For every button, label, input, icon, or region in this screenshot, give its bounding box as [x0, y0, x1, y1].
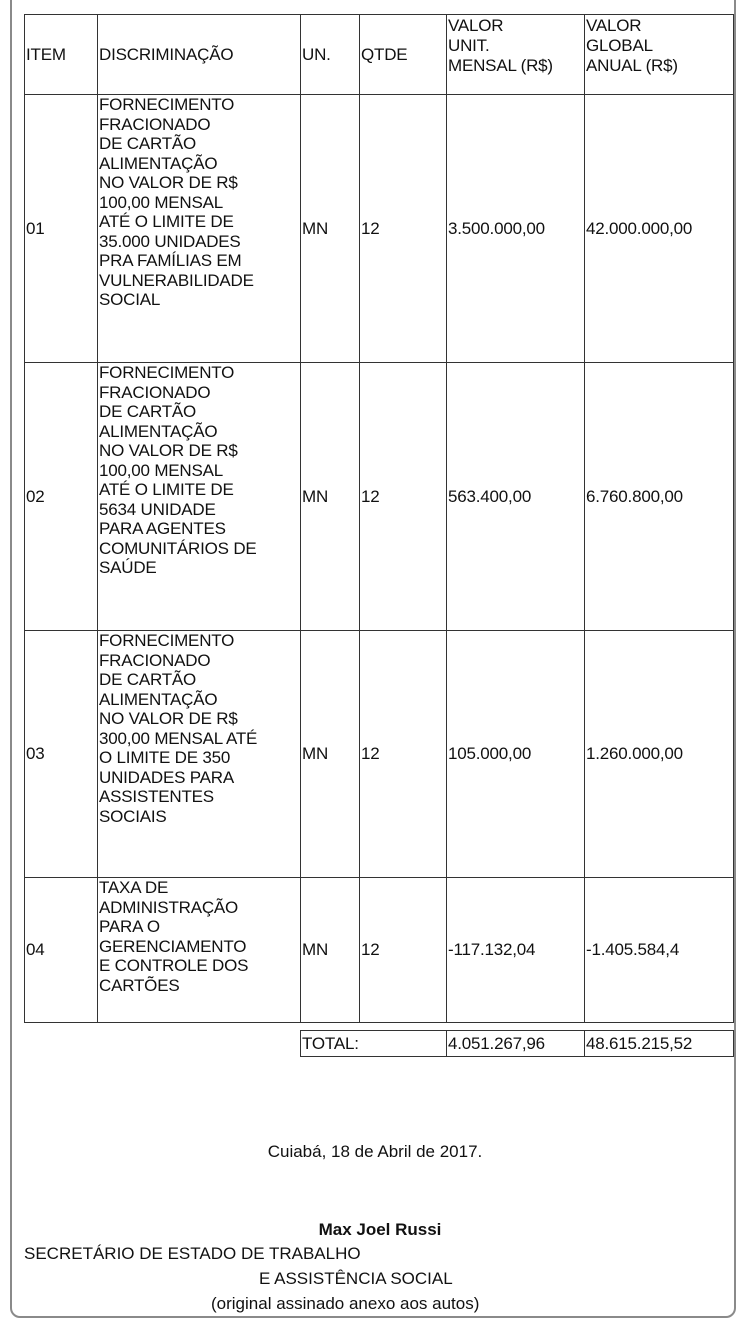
- signer-title-line-1: SECRETÁRIO DE ESTADO DE TRABALHO: [24, 1244, 361, 1263]
- description-line: FRACIONADO: [99, 382, 211, 402]
- row-04-valor-global: [584, 877, 734, 1023]
- description-line: DE CARTÃO: [99, 134, 197, 153]
- row-04-discriminacao: [97, 877, 301, 1023]
- row-02-un: [300, 362, 360, 631]
- total-valor-global-cell: [584, 1030, 734, 1057]
- row-04-qtde: [359, 877, 447, 1023]
- header-valor-global-line: GLOBAL: [586, 36, 653, 55]
- quantity-value: 12: [361, 940, 380, 960]
- description-line: NO VALOR DE R$: [99, 441, 238, 460]
- header-un-label: UN.: [302, 44, 331, 64]
- header-qtde-label: QTDE: [361, 44, 408, 64]
- row-03-qtde: [359, 630, 447, 878]
- signer-title-line-2: E ASSISTÊNCIA SOCIAL: [259, 1269, 453, 1288]
- row-02-valor-global: [584, 362, 734, 631]
- header-valor-unit-line: VALOR: [448, 16, 504, 35]
- row-01-item: [24, 94, 98, 363]
- description-line: NO VALOR DE R$: [99, 709, 238, 728]
- unit-value: MN: [302, 940, 329, 960]
- description-line: ASSISTENTES: [99, 787, 214, 806]
- header-valor-unit: [446, 14, 585, 95]
- header-discriminacao: [97, 14, 301, 95]
- description-line: FORNECIMENTO: [99, 631, 235, 650]
- description-line: CARTÕES: [99, 975, 180, 995]
- total-label: TOTAL:: [302, 1033, 359, 1053]
- row-03-item: [24, 630, 98, 878]
- monthly-value: -117.132,04: [448, 940, 536, 960]
- row-01-valor-unit: [446, 94, 585, 363]
- row-02-valor-unit: [446, 362, 585, 631]
- date-line: Cuiabá, 18 de Abril de 2017.: [267, 1142, 483, 1161]
- description-line: ALIMENTAÇÃO: [99, 421, 218, 441]
- header-qtde: [359, 14, 447, 95]
- total-monthly-value: 4.051.267,96: [448, 1033, 545, 1053]
- annual-value: 6.760.800,00: [586, 486, 683, 506]
- description-line: ADMINISTRAÇÃO: [99, 897, 239, 917]
- description-line: 5634 UNIDADE: [99, 499, 216, 519]
- row-01-un: [300, 94, 360, 363]
- row-02-discriminacao: [97, 362, 301, 631]
- description-line: VULNERABILIDADE: [99, 270, 254, 290]
- description-line: FRACIONADO: [99, 114, 211, 134]
- description-line: DE CARTÃO: [99, 402, 197, 421]
- unit-value: MN: [302, 486, 329, 506]
- row-01-discriminacao: [97, 94, 301, 363]
- description-line: ALIMENTAÇÃO: [99, 689, 218, 709]
- header-item-label: ITEM: [26, 44, 66, 64]
- description-line: 100,00 MENSAL: [99, 192, 224, 212]
- quantity-value: 12: [361, 744, 380, 764]
- description-line: FORNECIMENTO: [99, 363, 235, 382]
- annual-value: 42.000.000,00: [586, 218, 693, 238]
- item-number: 02: [26, 486, 45, 506]
- header-item: [24, 14, 98, 95]
- row-04-un: [300, 877, 360, 1023]
- description-line: SOCIAIS: [99, 806, 167, 826]
- item-number: 03: [26, 744, 45, 764]
- header-valor-global-line: VALOR: [586, 16, 642, 35]
- quantity-value: 12: [361, 218, 380, 238]
- row-03-valor-global: [584, 630, 734, 878]
- item-number: 04: [26, 940, 45, 960]
- description-line: 300,00 MENSAL ATÉ: [99, 728, 258, 748]
- header-valor-global: [584, 14, 734, 95]
- header-valor-unit-line: UNIT.: [448, 36, 490, 55]
- signature-note: (original assinado anexo aos autos): [211, 1294, 480, 1313]
- description-line: COMUNITÁRIOS DE: [99, 538, 257, 558]
- row-01-qtde: [359, 94, 447, 363]
- description-line: FORNECIMENTO: [99, 95, 235, 114]
- description-line: PARA AGENTES: [99, 519, 226, 538]
- item-number: 01: [26, 218, 45, 238]
- quantity-value: 12: [361, 486, 380, 506]
- total-valor-unit-cell: [446, 1030, 585, 1057]
- description-line: PARA O: [99, 917, 160, 936]
- description-line: FRACIONADO: [99, 650, 211, 670]
- header-valor-unit-line: MENSAL (R$): [448, 56, 553, 75]
- description-line: DE CARTÃO: [99, 670, 197, 689]
- monthly-value: 105.000,00: [448, 744, 532, 764]
- total-label-cell: [300, 1030, 447, 1057]
- signer-name: Max Joel Russi: [318, 1220, 442, 1239]
- description-line: E CONTROLE DOS: [99, 956, 249, 975]
- description-line: PRA FAMÍLIAS EM: [99, 251, 242, 270]
- unit-value: MN: [302, 744, 329, 764]
- row-02-item: [24, 362, 98, 631]
- row-02-qtde: [359, 362, 447, 631]
- total-annual-value: 48.615.215,52: [586, 1033, 693, 1053]
- description-line: 35.000 UNIDADES: [99, 231, 241, 251]
- row-03-un: [300, 630, 360, 878]
- description-line: SAÚDE: [99, 558, 157, 577]
- header-valor-global-line: ANUAL (R$): [586, 56, 678, 75]
- header-discriminacao-label: DISCRIMINAÇÃO: [99, 44, 234, 64]
- description-line: TAXA DE: [99, 878, 169, 897]
- row-03-discriminacao: [97, 630, 301, 878]
- description-line: 100,00 MENSAL: [99, 460, 224, 480]
- row-01-valor-global: [584, 94, 734, 363]
- annual-value: 1.260.000,00: [586, 744, 683, 764]
- description-line: NO VALOR DE R$: [99, 173, 238, 192]
- description-line: UNIDADES PARA: [99, 767, 235, 787]
- description-line: ATÉ O LIMITE DE: [99, 212, 234, 231]
- description-line: ALIMENTAÇÃO: [99, 153, 218, 173]
- row-04-item: [24, 877, 98, 1023]
- monthly-value: 563.400,00: [448, 486, 532, 506]
- header-un: [300, 14, 360, 95]
- annual-value: -1.405.584,4: [586, 940, 680, 960]
- row-03-valor-unit: [446, 630, 585, 878]
- description-line: ATÉ O LIMITE DE: [99, 480, 234, 499]
- description-line: O LIMITE DE 350: [99, 748, 231, 767]
- row-04-valor-unit: [446, 877, 585, 1023]
- description-line: GERENCIAMENTO: [99, 936, 247, 956]
- description-line: SOCIAL: [99, 290, 161, 309]
- monthly-value: 3.500.000,00: [448, 218, 545, 238]
- unit-value: MN: [302, 218, 329, 238]
